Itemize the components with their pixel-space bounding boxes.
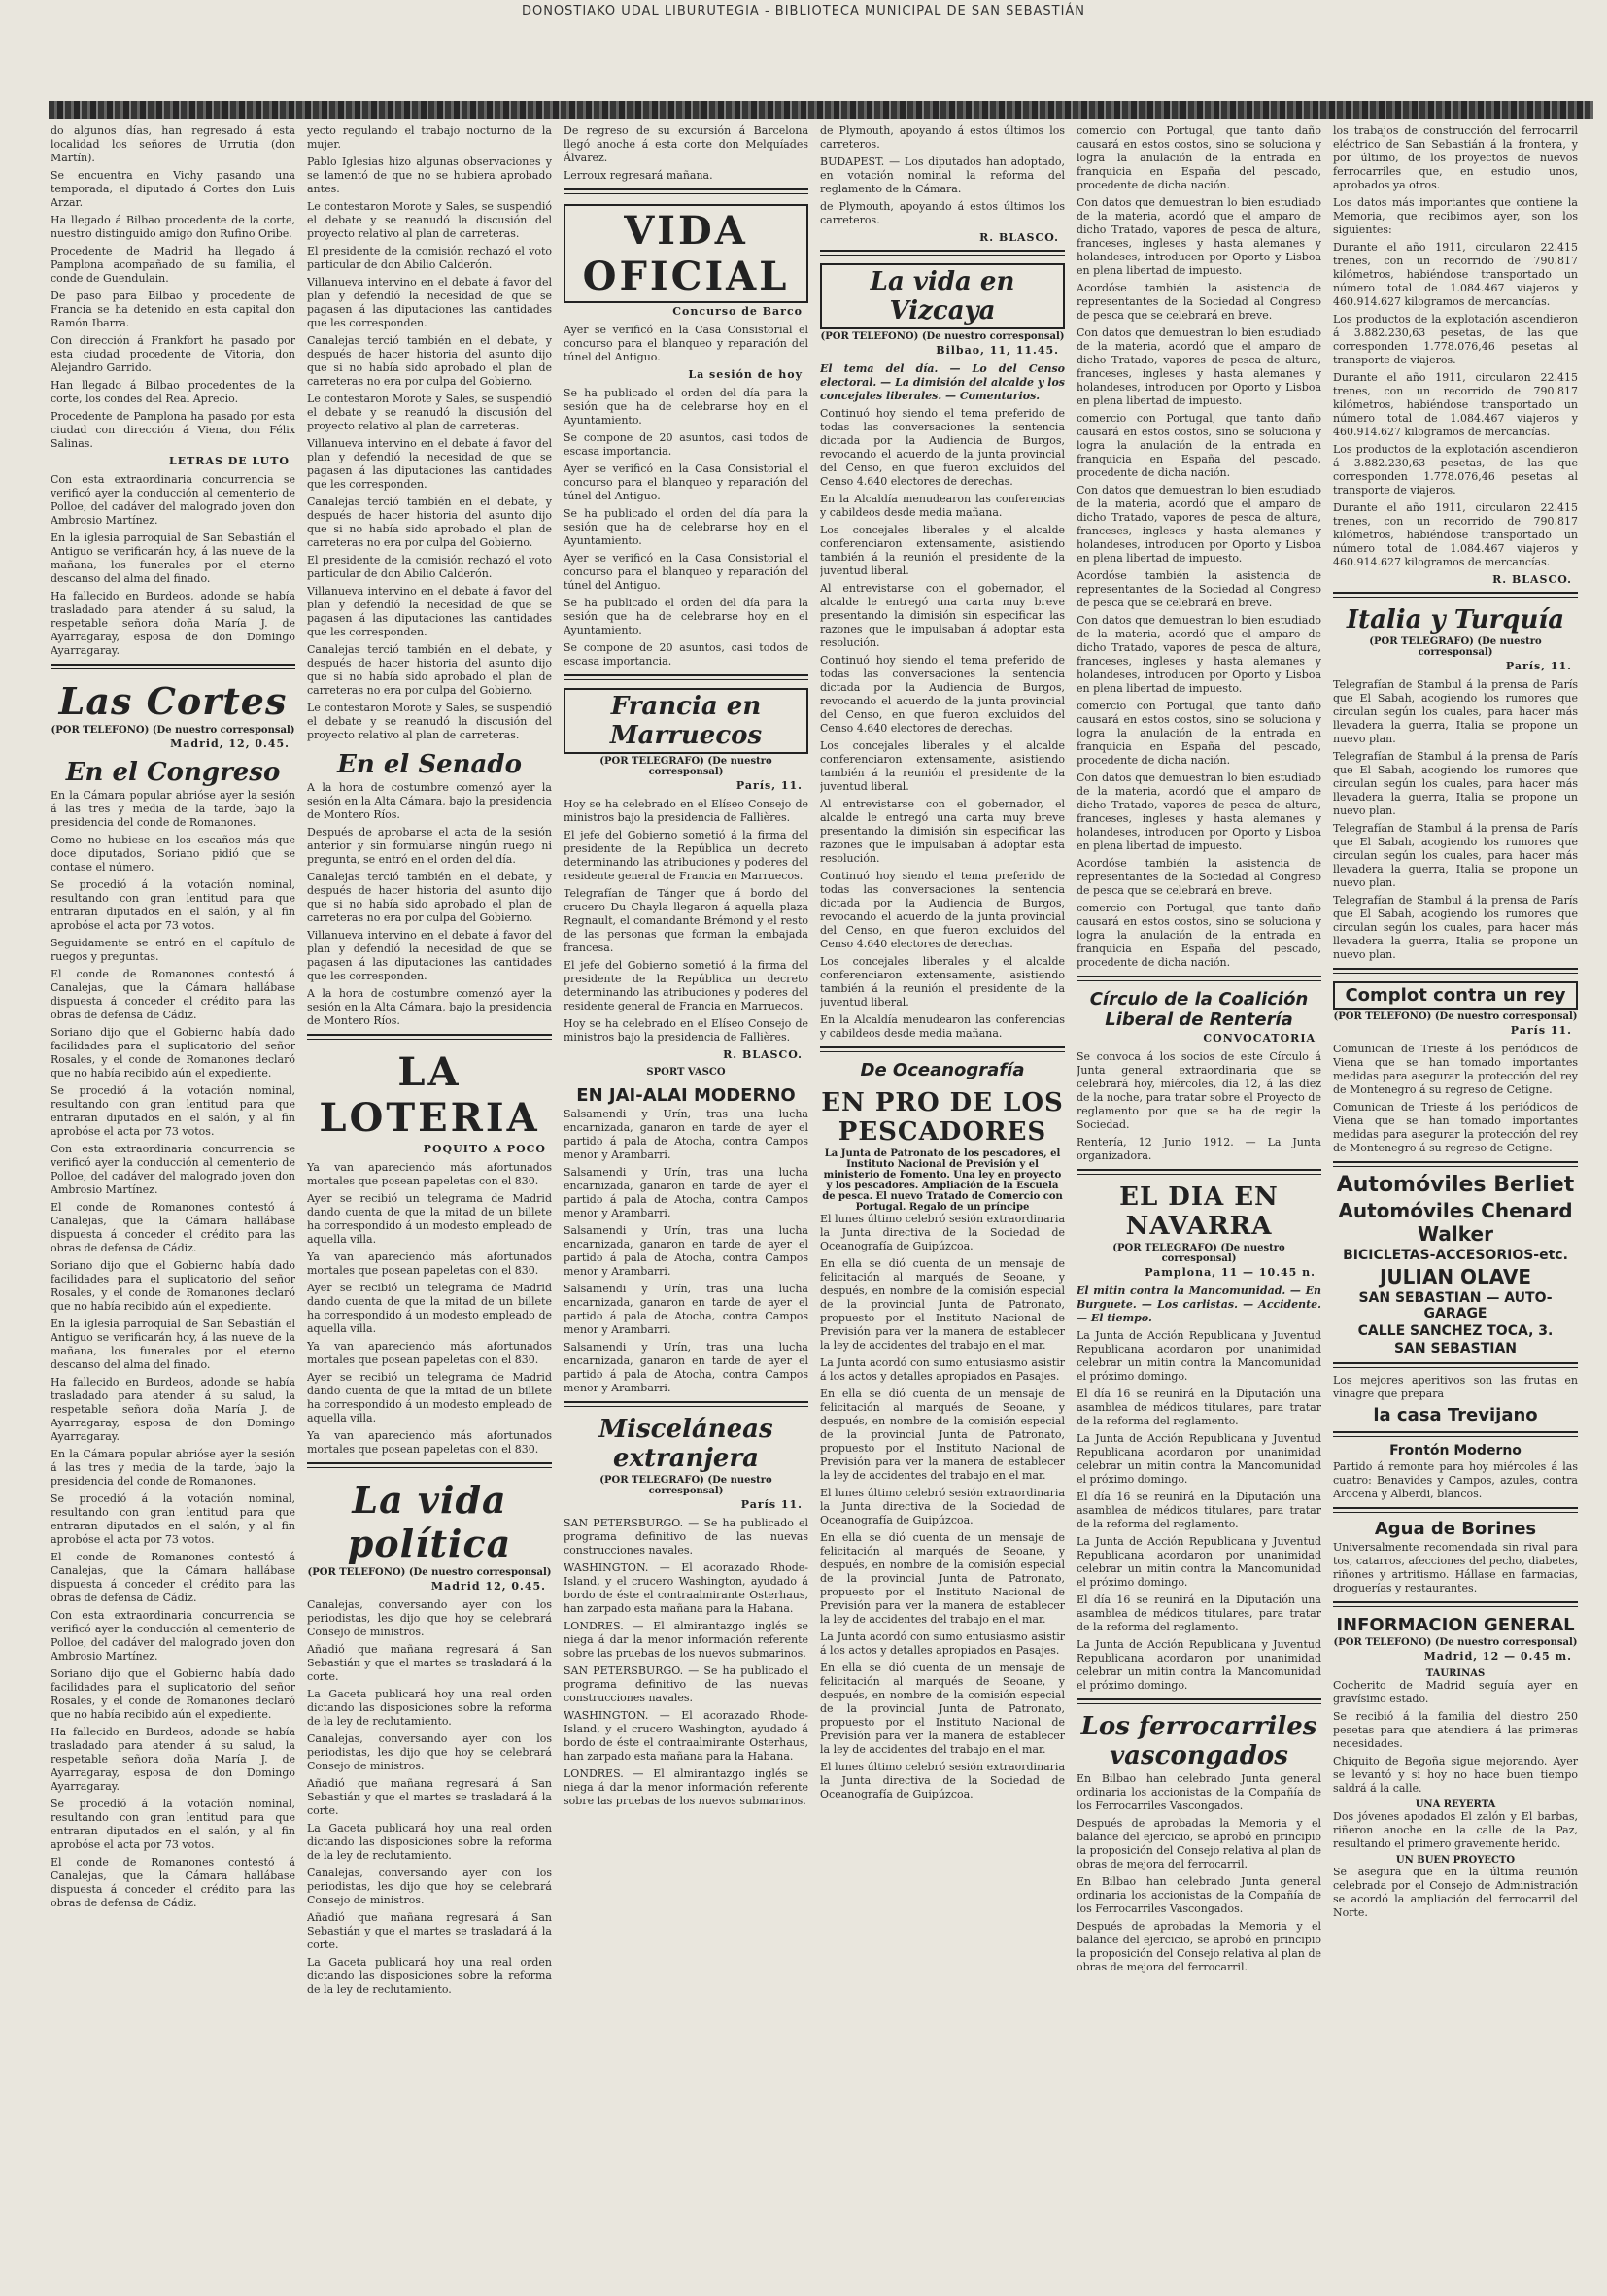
article-paragraph: Canalejas, conversando ayer con los periodistas, les dijo que hoy se celebrará Consejo de ministros.: [307, 1732, 552, 1772]
article-paragraph: Ayer se recibió un telegrama de Madrid dando cuenta de que la mitad de un billete ha correspondido á un modesto empleado de aquella villa.: [307, 1371, 552, 1424]
article-paragraph: Acordóse también la asistencia de representantes de la Sociedad al Congreso de pesca que se celebrará en breve.: [1077, 857, 1321, 897]
article-paragraph: Con datos que demuestran lo bien estudiado de la materia, acordó que el amparo de dicho Tratado, vapores de pesca de altura, franceses, ingleses y hasta alemanes y holandeses, introducen por Oporto y Lisboa en plena libertad de impuesto.: [1077, 614, 1321, 695]
article-paragraph: Telegrafían de Stambul á la prensa de París que El Sabah, acogiendo los rumores que circulan según los cuales, para hacer más llevadera la guerra, Italia se propone un nuevo plan.: [1333, 894, 1578, 961]
article-paragraph: Al entrevistarse con el gobernador, el alcalde le entregó una carta muy breve presentando la dimisión sin especificar las razones que le impulsaban á adoptar esta resolución.: [820, 798, 1065, 865]
article-paragraph: Se procedió á la votación nominal, resultando con gran lentitud para que entraran diputados en el salón, y al fin aprobóse el acta por 73 votos.: [51, 1492, 295, 1546]
ad-ciudad: SAN SEBASTIAN: [1393, 1341, 1518, 1356]
dateline: París 11.: [1510, 1024, 1572, 1037]
article-paragraph: Ya van apareciendo más afortunados mortales que posean papeletas con el 830.: [307, 1161, 552, 1187]
article-paragraph: Los productos de la explotación ascendieron á 3.882.230,63 pesetas, de las que corresponden 1.778.076,46 pesetas al transporte de viajeros.: [1333, 443, 1578, 497]
article-paragraph: La Junta de Acción Republicana y Juventud Republicana acordaron por unanimidad celebrar un mitin contra la Mancomunidad el próximo domingo.: [1077, 1329, 1321, 1383]
article-paragraph: Se ha publicado el orden del día para la sesión que ha de celebrarse hoy en el Ayuntamiento.: [564, 597, 808, 636]
article-paragraph: Han llegado á Bilbao procedentes de la corte, los condes del Real Aprecio.: [51, 379, 295, 405]
article-paragraph: Villanueva intervino en el debate á favor del plan y defendió la necesidad de que se pagasen á las diputaciones las cantidades que les corresponden.: [307, 929, 552, 982]
article-paragraph: Los concejales liberales y el alcalde conferenciaron extensamente, asistiendo también á la reunión el presidente de la juventud liberal.: [820, 524, 1065, 577]
article-paragraph: Se ha publicado el orden del día para la sesión que ha de celebrarse hoy en el Ayuntamiento.: [564, 387, 808, 427]
article-paragraph: Le contestaron Morote y Sales, se suspendió el debate y se reanudó la discusión del proyecto relativo al plan de carreteras.: [307, 702, 552, 741]
article-paragraph: WASHINGTON. — El acorazado Rhode-Island, y el crucero Washington, ayudado á bordo de éste el contraalmirante Osterhaus, han zarpado esta mañana para la Habana.: [564, 1709, 808, 1763]
article-paragraph: Se asegura que en la última reunión celebrada por el Consejo de Administración se acordó la ampliación del ferrocarril del Norte.: [1333, 1866, 1578, 1919]
column-5: [1077, 124, 1321, 2286]
headline-loteria: LA LOTERIA: [319, 1049, 540, 1141]
article-paragraph: Salsamendi y Urín, tras una lucha encarnizada, ganaron en tarde de ayer el partido á pala de Atocha, contra Campos menor y Arambarri.: [564, 1283, 808, 1336]
ad-fronton: Frontón Moderno: [1389, 1443, 1522, 1458]
article-paragraph: En la Cámara popular abrióse ayer la sesión á las tres y media de la tarde, bajo la presidencia del conde de Romanones.: [51, 789, 295, 829]
article-paragraph: En ella se dió cuenta de un mensaje de felicitación al marqués de Seoane, y después, en nombre de la comisión especial de la provincial Junta de Patronato, propuesto por el Instituto Nacional de Previsión para ver la manera de establecer la ley de accidentes del trabajo en el mar.: [820, 1662, 1065, 1756]
article-paragraph: Se compone de 20 asuntos, casi todos de escasa importancia.: [564, 431, 808, 458]
article-paragraph: El conde de Romanones contestó á Canalejas, que la Cámara hallábase dispuesta á conceder el crédito para las obras de defensa de Cádiz.: [51, 968, 295, 1021]
article-paragraph: Ayer se verificó en la Casa Consistorial el concurso para el blanqueo y reparación del túnel del Antiguo.: [564, 552, 808, 592]
source-line: (POR TELEFONO) (De nuestro corresponsal): [307, 1567, 552, 1578]
article-paragraph: Con esta extraordinaria concurrencia se verificó ayer la conducción al cementerio de Polloe, del cadáver del malogrado joven don Ambrosio Martínez.: [51, 1609, 295, 1662]
article-paragraph: Después de aprobarse el acta de la sesión anterior y sin formularse ningún ruego ni pregunta, se entró en el orden del día.: [307, 826, 552, 866]
article-paragraph: Con esta extraordinaria concurrencia se verificó ayer la conducción al cementerio de Polloe, del cadáver del malogrado joven don Ambrosio Martínez.: [51, 473, 295, 527]
section-label: POQUITO A POCO: [423, 1143, 546, 1155]
article-paragraph: LONDRES. — El almirantazgo inglés se niega á dar la menor información referente sobre las pruebas de los nuevos submarinos.: [564, 1767, 808, 1807]
article-paragraph: Telegrafían de Tánger que á bordo del crucero Du Chayla llegaron á aquella plaza Regnault, el comandante Brémond y el resto de las personas que forman la embajada francesa.: [564, 887, 808, 954]
article-paragraph: yecto regulando el trabajo nocturno de la mujer.: [307, 124, 552, 151]
source-line: (POR TELEGRAFO) (De nuestro corresponsal): [599, 756, 772, 777]
headline-oceanografia: De Oceanografía: [860, 1060, 1025, 1080]
article-paragraph: Villanueva intervino en el debate á favor del plan y defendió la necesidad de que se pagasen á las diputaciones las cantidades que les corresponden.: [307, 585, 552, 638]
article-paragraph: Villanueva intervino en el debate á favor del plan y defendió la necesidad de que se pagasen á las diputaciones las cantidades que les corresponden.: [307, 276, 552, 329]
headline-vida-oficial: VIDA OFICIAL: [564, 204, 808, 303]
article-paragraph: La Gaceta publicará hoy una real orden dictando las disposiciones sobre la reforma de la ley de reclutamiento.: [307, 1822, 552, 1862]
article-paragraph: El jefe del Gobierno sometió á la firma del presidente de la República un decreto determinando las atribuciones y poderes del residente general de Francia en Marruecos.: [564, 829, 808, 882]
article-paragraph: de Plymouth, apoyando á estos últimos los carreteros.: [820, 124, 1065, 151]
article-paragraph: Lerroux regresará mañana.: [564, 169, 713, 182]
article-summary: La Junta de Patronato de los pescadores, el Instituto Nacional de Previsión y el ministerio de Fomento. Una ley en proyecto y los pescadores. Ampliación de la Escuela de pesca. El nuevo Tratado de Comercio con Portugal. Regalo de un príncipe: [822, 1148, 1063, 1213]
headline-complot: Complot contra un rey: [1333, 981, 1578, 1010]
article-paragraph: La Junta de Acción Republicana y Juventud Republicana acordaron por unanimidad celebrar un mitin contra la Mancomunidad el próximo domingo.: [1077, 1638, 1321, 1692]
article-paragraph: El día 16 se reunirá en la Diputación una asamblea de médicos titulares, para tratar de la reforma del reglamento.: [1077, 1593, 1321, 1633]
article-paragraph: La Junta acordó con sumo entusiasmo asistir á los actos y detalles apropiados en Pasajes.: [820, 1356, 1065, 1383]
source-line: (POR TELEFONO) (De nuestro corresponsal): [820, 331, 1065, 342]
ad-borines: Agua de Borines: [1374, 1519, 1537, 1539]
article-paragraph: Comunican de Trieste á los periódicos de Viena que se han tomado importantes medidas para asegurar la protección del rey de Montenegro á su regreso de Cetigne.: [1333, 1101, 1578, 1154]
section-label: SPORT VASCO: [646, 1067, 726, 1078]
source-line: (POR TELEFONO) (De nuestro corresponsal): [51, 725, 295, 736]
article-paragraph: En la Cámara popular abrióse ayer la sesión á las tres y media de la tarde, bajo la presidencia del conde de Romanones.: [51, 1448, 295, 1488]
divider: [1333, 592, 1578, 598]
article-paragraph: Durante el año 1911, circularon 22.415 trenes, con un recorrido de 790.817 kilómetros, habiéndose transportado un número total de 1.084.467 viajeros y 460.914.627 kilogramos de mercancías.: [1333, 501, 1578, 568]
column-2: [307, 124, 552, 2286]
article-paragraph: Telegrafían de Stambul á la prensa de París que El Sabah, acogiendo los rumores que circulan según los cuales, para hacer más llevadera la guerra, Italia se propone un nuevo plan.: [1333, 750, 1578, 817]
article-paragraph: Procedente de Madrid ha llegado á Pamplona acompañado de su familia, el conde de Guendulain.: [51, 245, 295, 285]
article-paragraph: La Junta de Acción Republicana y Juventud Republicana acordaron por unanimidad celebrar un mitin contra la Mancomunidad el próximo domingo.: [1077, 1535, 1321, 1589]
source-line: (POR TELEGRAFO) (De nuestro corresponsal): [1112, 1243, 1285, 1264]
dateline: Bilbao, 11, 11.45.: [936, 344, 1059, 357]
article-paragraph: Canalejas terció también en el debate, y después de hacer historia del asunto dijo que si no había sido aprobado el plan de carreteras no era por culpa del Gobierno.: [307, 334, 552, 388]
divider: [307, 1034, 552, 1040]
article-paragraph: Los productos de la explotación ascendieron á 3.882.230,63 pesetas, de las que corresponden 1.778.076,46 pesetas al transporte de viajeros.: [1333, 313, 1578, 366]
article-paragraph: Se procedió á la votación nominal, resultando con gran lentitud para que entraran diputados en el salón, y al fin aprobóse el acta por 73 votos.: [51, 1798, 295, 1851]
section-label: UNA REYERTA: [1415, 1799, 1496, 1810]
article-paragraph: Se procedió á la votación nominal, resultando con gran lentitud para que entraran diputados en el salón, y al fin aprobóse el acta por 73 votos.: [51, 878, 295, 932]
article-paragraph: Se convoca á los socios de este Círculo á Junta general extraordinaria que se celebrará hoy, miércoles, día 12, á las diez de la noche, para tratar sobre el Proyecto de reglamento por que se ha de regir la Sociedad.: [1077, 1050, 1321, 1131]
article-paragraph: Canalejas, conversando ayer con los periodistas, les dijo que hoy se celebrará Consejo de ministros.: [307, 1598, 552, 1638]
article-paragraph: Dos jóvenes apodados El zalón y El barbas, riñeron anoche en la calle de la Paz, resultando el primero gravemente herido.: [1333, 1810, 1578, 1850]
ad-trevijano: la casa Trevijano: [1373, 1405, 1538, 1425]
article-paragraph: Salsamendi y Urín, tras una lucha encarnizada, ganaron en tarde de ayer el partido á pala de Atocha, contra Campos menor y Arambarri.: [564, 1224, 808, 1278]
dateline: París, 11.: [1505, 660, 1572, 672]
divider: [1077, 976, 1321, 981]
article-paragraph: Continuó hoy siendo el tema preferido de todas las conversaciones la sentencia dictada por la Audiencia de Burgos, revocando el acuerdo de la junta provincial del Censo, en que fueron excluidos del Censo 4.640 electores de derechas.: [820, 654, 1065, 735]
article-paragraph: El presidente de la comisión rechazó el voto particular de don Abilio Calderón.: [307, 554, 552, 580]
article-paragraph: Soriano dijo que el Gobierno había dado facilidades para el suplicatorio del señor Rosales, y el conde de Romanones declaró que no había recibido aún el expediente.: [51, 1259, 295, 1313]
article-paragraph: En Bilbao han celebrado Junta general ordinaria los accionistas de la Compañía de los Ferrocarriles Vascongados.: [1077, 1772, 1321, 1812]
article-paragraph: El jefe del Gobierno sometió á la firma del presidente de la República un decreto determinando las atribuciones y poderes del residente general de Francia en Marruecos.: [564, 959, 808, 1012]
article-paragraph: Telegrafían de Stambul á la prensa de París que El Sabah, acogiendo los rumores que circulan según los cuales, para hacer más llevadera la guerra, Italia se propone un nuevo plan.: [1333, 822, 1578, 889]
article-paragraph: El lunes último celebró sesión extraordinaria la Junta directiva de la Sociedad de Oceanografía de Guipúzcoa.: [820, 1213, 1065, 1252]
article-paragraph: Con datos que demuestran lo bien estudiado de la materia, acordó que el amparo de dicho Tratado, vapores de pesca de altura, franceses, ingleses y hasta alemanes y holandeses, introducen por Oporto y Lisboa en plena libertad de impuesto.: [1077, 484, 1321, 565]
headline-informacion-general: INFORMACION GENERAL: [1336, 1615, 1575, 1635]
article-paragraph: Se compone de 20 asuntos, casi todos de escasa importancia.: [564, 641, 808, 668]
byline: R. BLASCO.: [979, 231, 1059, 244]
ad-chenard-walker: Automóviles Chenard Walker: [1338, 1199, 1573, 1246]
divider: [1077, 1169, 1321, 1175]
ad-bicicletas: BICICLETAS-ACCESORIOS-etc.: [1343, 1248, 1568, 1263]
divider: [820, 1046, 1065, 1052]
article-paragraph: BUDAPEST. — Los diputados han adoptado, en votación nominal la reforma del reglamento de la Cámara.: [820, 155, 1065, 195]
divider: [1333, 1362, 1578, 1368]
divider: [1333, 1601, 1578, 1607]
dateline: Madrid 12, 0.45.: [430, 1580, 546, 1593]
divider: [820, 250, 1065, 256]
divider: [1333, 1161, 1578, 1167]
article-paragraph: Ha fallecido en Burdeos, adonde se había trasladado para atender á su salud, la respetable señora doña María J. de Ayarragaray, esposa de don Domingo Ayarragaray.: [51, 1726, 295, 1793]
article-paragraph: Se ha publicado el orden del día para la sesión que ha de celebrarse hoy en el Ayuntamiento.: [564, 507, 808, 547]
article-paragraph: do algunos días, han regresado á esta localidad los señores de Urrutia (don Martín).: [51, 124, 295, 164]
article-paragraph: Rentería, 12 Junio 1912. — La Junta organizadora.: [1077, 1136, 1321, 1162]
library-header: DONOSTIAKO UDAL LIBURUTEGIA - BIBLIOTECA MUNICIPAL DE SAN SEBASTIÁN: [521, 4, 1086, 18]
article-paragraph: Le contestaron Morote y Sales, se suspendió el debate y se reanudó la discusión del proyecto relativo al plan de carreteras.: [307, 393, 552, 432]
byline: R. BLASCO.: [723, 1048, 803, 1061]
headline-vizcaya: La vida en Vizcaya: [820, 263, 1065, 329]
section-label: CONVOCATORIA: [1203, 1032, 1316, 1045]
column-3: [564, 124, 808, 2286]
headline-pescadores: EN PRO DE LOS PESCADORES: [821, 1088, 1064, 1147]
article-paragraph: Acordóse también la asistencia de representantes de la Sociedad al Congreso de pesca que se celebrará en breve.: [1077, 282, 1321, 322]
ad-fronton-text: Partido á remonte para hoy miércoles á las cuatro: Benavides y Campos, azules, contra Arocena y Alberdi, blancos.: [1333, 1460, 1578, 1500]
ad-julian-olave: JULIAN OLAVE: [1379, 1265, 1532, 1288]
article-paragraph: El conde de Romanones contestó á Canalejas, que la Cámara hallábase dispuesta á conceder el crédito para las obras de defensa de Cádiz.: [51, 1201, 295, 1254]
article-paragraph: Los concejales liberales y el alcalde conferenciaron extensamente, asistiendo también á la reunión el presidente de la juventud liberal.: [820, 955, 1065, 1009]
article-paragraph: Añadió que mañana regresará á San Sebastián y que el martes se trasladará á la corte.: [307, 1643, 552, 1683]
article-paragraph: En ella se dió cuenta de un mensaje de felicitación al marqués de Seoane, y después, en nombre de la comisión especial de la provincial Junta de Patronato, propuesto por el Instituto Nacional de Previsión para ver la manera de establecer la ley de accidentes del trabajo en el mar.: [820, 1531, 1065, 1626]
dateline: París, 11.: [735, 779, 803, 792]
article-paragraph: Con dirección á Frankfort ha pasado por esta ciudad procedente de Vitoria, don Alejandro Garrido.: [51, 334, 295, 374]
dateline: Pamplona, 11 — 10.45 n.: [1145, 1266, 1316, 1279]
article-paragraph: SAN PETERSBURGO. — Se ha publicado el programa definitivo de las nuevas construcciones navales.: [564, 1664, 808, 1704]
article-paragraph: De paso para Bilbao y procedente de Francia se ha detenido en esta capital don Ramón Ibarra.: [51, 290, 295, 329]
article-paragraph: El lunes último celebró sesión extraordinaria la Junta directiva de la Sociedad de Oceanografía de Guipúzcoa.: [820, 1487, 1065, 1526]
article-paragraph: Ha llegado á Bilbao procedente de la corte, nuestro distinguido amigo don Rufino Oribe.: [51, 214, 295, 240]
article-paragraph: Pablo Iglesias hizo algunas observaciones y se lamentó de que no se hubiera aprobado antes.: [307, 155, 552, 195]
dateline: Madrid, 12, 0.45.: [170, 737, 290, 750]
article-paragraph: Ayer se recibió un telegrama de Madrid dando cuenta de que la mitad de un billete ha correspondido á un modesto empleado de aquella villa.: [307, 1192, 552, 1246]
article-paragraph: El conde de Romanones contestó á Canalejas, que la Cámara hallábase dispuesta á conceder el crédito para las obras de defensa de Cádiz.: [51, 1856, 295, 1909]
ad-calle: CALLE SANCHEZ TOCA, 3.: [1357, 1323, 1554, 1339]
article-paragraph: Cocherito de Madrid seguía ayer en gravísimo estado.: [1333, 1679, 1578, 1705]
article-paragraph: El conde de Romanones contestó á Canalejas, que la Cámara hallábase dispuesta á conceder el crédito para las obras de defensa de Cádiz.: [51, 1551, 295, 1604]
article-paragraph: los trabajos de construcción del ferrocarril eléctrico de San Sebastián á la frontera, y por último, de los proyectos de nuevos ferrocarriles que, en estudio unos, aprobados ya otros.: [1333, 124, 1578, 191]
article-paragraph: Acordóse también la asistencia de representantes de la Sociedad al Congreso de pesca que se celebrará en breve.: [1077, 569, 1321, 609]
headline-italia-turquia: Italia y Turquía: [1346, 605, 1565, 634]
section-label: LETRAS DE LUTO: [169, 455, 290, 467]
article-paragraph: Añadió que mañana regresará á San Sebastián y que el martes se trasladará á la corte.: [307, 1777, 552, 1817]
article-paragraph: En la Alcaldía menudearon las conferencias y cabildeos desde media mañana.: [820, 1013, 1065, 1040]
article-paragraph: Ayer se verificó en la Casa Consistorial el concurso para el blanqueo y reparación del túnel del Antiguo.: [564, 324, 808, 363]
article-paragraph: La Gaceta publicará hoy una real orden dictando las disposiciones sobre la reforma de la ley de reclutamiento.: [307, 1956, 552, 1996]
divider: [1333, 968, 1578, 974]
article-paragraph: A la hora de costumbre comenzó ayer la sesión en la Alta Cámara, bajo la presidencia de Montero Ríos.: [307, 987, 552, 1027]
article-paragraph: comercio con Portugal, que tanto daño causará en estos costos, sino se soluciona y logra la anulación de la entrada en franquicia en España del pescado, procedente de dicha nación.: [1077, 124, 1321, 191]
article-paragraph: Canalejas terció también en el debate, y después de hacer historia del asunto dijo que si no había sido aprobado el plan de carreteras no era por culpa del Gobierno.: [307, 643, 552, 697]
article-paragraph: De regreso de su excursión á Barcelona llegó anoche á esta corte don Melquíades Álvarez.: [564, 124, 808, 164]
article-paragraph: comercio con Portugal, que tanto daño causará en estos costos, sino se soluciona y logra la anulación de la entrada en franquicia en España del pescado, procedente de dicha nación.: [1077, 700, 1321, 767]
article-paragraph: Salsamendi y Urín, tras una lucha encarnizada, ganaron en tarde de ayer el partido á pala de Atocha, contra Campos menor y Arambarri.: [564, 1166, 808, 1219]
dateline: Madrid, 12 — 0.45 m.: [1423, 1650, 1572, 1662]
divider: [307, 1462, 552, 1468]
article-paragraph: Soriano dijo que el Gobierno había dado facilidades para el suplicatorio del señor Rosales, y el conde de Romanones declaró que no había recibido aún el expediente.: [51, 1667, 295, 1721]
article-paragraph: Se recibió á la familia del diestro 250 pesetas para que atendiera á las primeras necesidades.: [1333, 1710, 1578, 1750]
article-paragraph: Ayer se verificó en la Casa Consistorial el concurso para el blanqueo y reparación del túnel del Antiguo.: [564, 463, 808, 502]
divider: [1333, 1431, 1578, 1437]
ad-trevijano-lead: Los mejores aperitivos son las frutas en vinagre que prepara: [1333, 1374, 1578, 1400]
article-paragraph: Canalejas terció también en el debate, y después de hacer historia del asunto dijo que si no había sido aprobado el plan de carreteras no era por culpa del Gobierno.: [307, 496, 552, 549]
divider: [1077, 1698, 1321, 1704]
masthead-rule: [49, 101, 1593, 119]
divider: [51, 664, 295, 669]
column-4: [820, 124, 1065, 2286]
ad-borines-text: Universalmente recomendada sin rival para tos, catarros, afecciones del pecho, diabetes, riñones y artritismo. Hállase en farmacias, droguerías y restaurantes.: [1333, 1541, 1578, 1594]
article-paragraph: A la hora de costumbre comenzó ayer la sesión en la Alta Cámara, bajo la presidencia de Montero Ríos.: [307, 781, 552, 821]
article-paragraph: Chiquito de Begoña sigue mejorando. Ayer se levantó y si hoy no hace buen tiempo saldrá á la calle.: [1333, 1755, 1578, 1795]
article-paragraph: Salsamendi y Urín, tras una lucha encarnizada, ganaron en tarde de ayer el partido á pala de Atocha, contra Campos menor y Arambarri.: [564, 1341, 808, 1394]
article-paragraph: Canalejas terció también en el debate, y después de hacer historia del asunto dijo que si no había sido aprobado el plan de carreteras no era por culpa del Gobierno.: [307, 871, 552, 924]
article-paragraph: Le contestaron Morote y Sales, se suspendió el debate y se reanudó la discusión del proyecto relativo al plan de carreteras.: [307, 200, 552, 240]
section-label: UN BUEN PROYECTO: [1395, 1855, 1516, 1866]
article-paragraph: Durante el año 1911, circularon 22.415 trenes, con un recorrido de 790.817 kilómetros, habiéndose transportado un número total de 1.084.467 viajeros y 460.914.627 kilogramos de mercancías.: [1333, 241, 1578, 308]
headline-ferrocarriles: Los ferrocarriles vascongados: [1080, 1712, 1317, 1770]
article-paragraph: Ayer se recibió un telegrama de Madrid dando cuenta de que la mitad de un billete ha correspondido á un modesto empleado de aquella villa.: [307, 1282, 552, 1335]
article-paragraph: Hoy se ha celebrado en el Elíseo Consejo de ministros bajo la presidencia de Fallières.: [564, 798, 808, 824]
headline-senado: En el Senado: [337, 750, 522, 779]
ad-garage: SAN SEBASTIAN — AUTO-GARAGE: [1358, 1290, 1553, 1321]
article-paragraph: Continuó hoy siendo el tema preferido de todas las conversaciones la sentencia dictada por la Audiencia de Burgos, revocando el acuerdo de la junta provincial del Censo, en que fueron excluidos del Censo 4.640 electores de derechas.: [820, 407, 1065, 488]
article-paragraph: Se encuentra en Vichy pasando una temporada, el diputado á Cortes don Luis Arzar.: [51, 169, 295, 209]
section-label: Concurso de Barco: [672, 305, 803, 318]
article-paragraph: Con esta extraordinaria concurrencia se verificó ayer la conducción al cementerio de Polloe, del cadáver del malogrado joven don Ambrosio Martínez.: [51, 1143, 295, 1196]
headline-miscelaneas: Misceláneas extranjera: [598, 1415, 773, 1473]
divider: [564, 1401, 808, 1407]
article-paragraph: Ha fallecido en Burdeos, adonde se había trasladado para atender á su salud, la respetable señora doña María J. de Ayarragaray, esposa de don Domingo Ayarragaray.: [51, 590, 295, 657]
headline-navarra: EL DIA EN NAVARRA: [1119, 1182, 1279, 1241]
divider: [564, 188, 808, 194]
article-paragraph: En ella se dió cuenta de un mensaje de felicitación al marqués de Seoane, y después, en nombre de la comisión especial de la provincial Junta de Patronato, propuesto por el Instituto Nacional de Previsión para ver la manera de establecer la ley de accidentes del trabajo en el mar.: [820, 1388, 1065, 1482]
article-paragraph: El lunes último celebró sesión extraordinaria la Junta directiva de la Sociedad de Oceanografía de Guipúzcoa.: [820, 1761, 1065, 1800]
divider: [564, 674, 808, 680]
article-paragraph: Villanueva intervino en el debate á favor del plan y defendió la necesidad de que se pagasen á las diputaciones las cantidades que les corresponden.: [307, 437, 552, 491]
article-paragraph: Los concejales liberales y el alcalde conferenciaron extensamente, asistiendo también á la reunión el presidente de la juventud liberal.: [820, 739, 1065, 793]
article-paragraph: Hoy se ha celebrado en el Elíseo Consejo de ministros bajo la presidencia de Fallières.: [564, 1017, 808, 1044]
article-paragraph: Procedente de Pamplona ha pasado por esta ciudad con dirección á Viena, don Félix Salinas.: [51, 410, 295, 450]
article-paragraph: La Junta acordó con sumo entusiasmo asistir á los actos y detalles apropiados en Pasajes.: [820, 1630, 1065, 1657]
source-line: (POR TELEFONO) (De nuestro corresponsal): [1333, 1011, 1578, 1022]
section-label: La sesión de hoy: [688, 368, 803, 381]
article-paragraph: En la iglesia parroquial de San Sebastián el Antiguo se verificarán hoy, á las nueve de la mañana, los funerales por el eterno descanso del alma del finado.: [51, 1318, 295, 1371]
article-paragraph: Continuó hoy siendo el tema preferido de todas las conversaciones la sentencia dictada por la Audiencia de Burgos, revocando el acuerdo de la junta provincial del Censo, en que fueron excluidos del Censo 4.640 electores de derechas.: [820, 870, 1065, 950]
headline-vida-politica: La vida política: [347, 1478, 512, 1565]
article-paragraph: de Plymouth, apoyando á estos últimos los carreteros.: [820, 200, 1065, 226]
dateline: París 11.: [740, 1498, 803, 1511]
article-paragraph: La Gaceta publicará hoy una real orden dictando las disposiciones sobre la reforma de la ley de reclutamiento.: [307, 1688, 552, 1728]
article-paragraph: Después de aprobadas la Memoria y el balance del ejercicio, se aprobó en principio la proposición del Consejo relativa al plan de obras de mejora del ferrocarril.: [1077, 1920, 1321, 1973]
article-paragraph: Soriano dijo que el Gobierno había dado facilidades para el suplicatorio del señor Rosales, y el conde de Romanones declaró que no había recibido aún el expediente.: [51, 1026, 295, 1079]
article-paragraph: comercio con Portugal, que tanto daño causará en estos costos, sino se soluciona y logra la anulación de la entrada en franquicia en España del pescado, procedente de dicha nación.: [1077, 412, 1321, 479]
divider: [1333, 1507, 1578, 1513]
article-paragraph: Con datos que demuestran lo bien estudiado de la materia, acordó que el amparo de dicho Tratado, vapores de pesca de altura, franceses, ingleses y hasta alemanes y holandeses, introducen por Oporto y Lisboa en plena libertad de impuesto.: [1077, 196, 1321, 277]
article-paragraph: La Junta de Acción Republicana y Juventud Republicana acordaron por unanimidad celebrar un mitin contra la Mancomunidad el próximo domingo.: [1077, 1432, 1321, 1486]
article-lead: El mitin contra la Mancomunidad. — En Burguete. — Los carlistas. — Accidente. — El tiempo.: [1077, 1285, 1321, 1324]
article-paragraph: Con datos que demuestran lo bien estudiado de la materia, acordó que el amparo de dicho Tratado, vapores de pesca de altura, franceses, ingleses y hasta alemanes y holandeses, introducen por Oporto y Lisboa en plena libertad de impuesto.: [1077, 771, 1321, 852]
article-paragraph: Después de aprobadas la Memoria y el balance del ejercicio, se aprobó en principio la proposición del Consejo relativa al plan de obras de mejora del ferrocarril.: [1077, 1817, 1321, 1870]
headline-jai-alai: EN JAI-ALAI MODERNO: [576, 1085, 796, 1106]
article-paragraph: El día 16 se reunirá en la Diputación una asamblea de médicos titulares, para tratar de la reforma del reglamento.: [1077, 1491, 1321, 1530]
article-paragraph: Los datos más importantes que contiene la Memoria, que recibimos ayer, son los siguientes:: [1333, 196, 1578, 236]
article-paragraph: WASHINGTON. — El acorazado Rhode-Island, y el crucero Washington, ayudado á bordo de éste el contraalmirante Osterhaus, han zarpado esta mañana para la Habana.: [564, 1561, 808, 1615]
article-lead: El tema del día. — Lo del Censo electoral. — La dimisión del alcalde y los concejales liberales. — Comentarios.: [820, 362, 1065, 402]
article-paragraph: Ya van apareciendo más afortunados mortales que posean papeletas con el 830.: [307, 1251, 552, 1277]
article-paragraph: Seguidamente se entró en el capítulo de ruegos y preguntas.: [51, 937, 295, 963]
section-label: TAURINAS: [1425, 1668, 1486, 1679]
source-line: (POR TELEGRAFO) (De nuestro corresponsal): [599, 1475, 772, 1496]
headline-congreso: En el Congreso: [65, 758, 281, 787]
article-paragraph: Ha fallecido en Burdeos, adonde se había trasladado para atender á su salud, la respetable señora doña María J. de Ayarragaray, esposa de don Domingo Ayarragaray.: [51, 1376, 295, 1443]
article-paragraph: En Bilbao han celebrado Junta general ordinaria los accionistas de la Compañía de los Ferrocarriles Vascongados.: [1077, 1875, 1321, 1915]
article-paragraph: En ella se dió cuenta de un mensaje de felicitación al marqués de Seoane, y después, en nombre de la comisión especial de la provincial Junta de Patronato, propuesto por el Instituto Nacional de Previsión para ver la manera de establecer la ley de accidentes del trabajo en el mar.: [820, 1257, 1065, 1352]
column-1: [51, 124, 295, 2286]
article-paragraph: El presidente de la comisión rechazó el voto particular de don Abilio Calderón.: [307, 245, 552, 271]
headline-cortes: Las Cortes: [58, 679, 288, 723]
article-paragraph: Como no hubiese en los escaños más que doce diputados, Soriano pidió que se contase el número.: [51, 834, 295, 874]
article-paragraph: Con datos que demuestran lo bien estudiado de la materia, acordó que el amparo de dicho Tratado, vapores de pesca de altura, franceses, ingleses y hasta alemanes y holandeses, introducen por Oporto y Lisboa en plena libertad de impuesto.: [1077, 326, 1321, 407]
article-paragraph: Añadió que mañana regresará á San Sebastián y que el martes se trasladará á la corte.: [307, 1911, 552, 1951]
article-paragraph: Comunican de Trieste á los periódicos de Viena que se han tomado importantes medidas para asegurar la protección del rey de Montenegro á su regreso de Cetigne.: [1333, 1043, 1578, 1096]
article-paragraph: En la Alcaldía menudearon las conferencias y cabildeos desde media mañana.: [820, 493, 1065, 519]
article-paragraph: comercio con Portugal, que tanto daño causará en estos costos, sino se soluciona y logra la anulación de la entrada en franquicia en España del pescado, procedente de dicha nación.: [1077, 902, 1321, 969]
article-paragraph: SAN PETERSBURGO. — Se ha publicado el programa definitivo de las nuevas construcciones navales.: [564, 1517, 808, 1557]
ad-berliet: Automóviles Berliet: [1336, 1173, 1575, 1197]
article-paragraph: Canalejas, conversando ayer con los periodistas, les dijo que hoy se celebrará Consejo de ministros.: [307, 1867, 552, 1906]
article-paragraph: Telegrafían de Stambul á la prensa de París que El Sabah, acogiendo los rumores que circulan según los cuales, para hacer más llevadera la guerra, Italia se propone un nuevo plan.: [1333, 678, 1578, 745]
source-line: (POR TELEFONO) (De nuestro corresponsal): [1333, 1637, 1578, 1648]
headline-francia: Francia en Marruecos: [564, 688, 808, 754]
article-paragraph: Salsamendi y Urín, tras una lucha encarnizada, ganaron en tarde de ayer el partido á pala de Atocha, contra Campos menor y Arambarri.: [564, 1108, 808, 1161]
article-paragraph: El día 16 se reunirá en la Diputación una asamblea de médicos titulares, para tratar de la reforma del reglamento.: [1077, 1388, 1321, 1427]
byline: R. BLASCO.: [1492, 573, 1572, 586]
article-paragraph: Al entrevistarse con el gobernador, el alcalde le entregó una carta muy breve presentando la dimisión sin especificar las razones que le impulsaban á adoptar esta resolución.: [820, 582, 1065, 649]
column-6: [1333, 124, 1578, 2286]
article-paragraph: En la iglesia parroquial de San Sebastián el Antiguo se verificarán hoy, á las nueve de la mañana, los funerales por el eterno descanso del alma del finado.: [51, 531, 295, 585]
source-line: (POR TELEGRAFO) (De nuestro corresponsal): [1369, 636, 1542, 658]
article-paragraph: Durante el año 1911, circularon 22.415 trenes, con un recorrido de 790.817 kilómetros, habiéndose transportado un número total de 1.084.467 viajeros y 460.914.627 kilogramos de mercancías.: [1333, 371, 1578, 438]
article-paragraph: Ya van apareciendo más afortunados mortales que posean papeletas con el 830.: [307, 1340, 552, 1366]
headline-circulo: Círculo de la Coalición Liberal de Rentería: [1089, 989, 1309, 1030]
article-paragraph: Se procedió á la votación nominal, resultando con gran lentitud para que entraran diputados en el salón, y al fin aprobóse el acta por 73 votos.: [51, 1084, 295, 1138]
article-paragraph: LONDRES. — El almirantazgo inglés se niega á dar la menor información referente sobre las pruebas de los nuevos submarinos.: [564, 1620, 808, 1660]
article-paragraph: Ya van apareciendo más afortunados mortales que posean papeletas con el 830.: [307, 1429, 552, 1456]
